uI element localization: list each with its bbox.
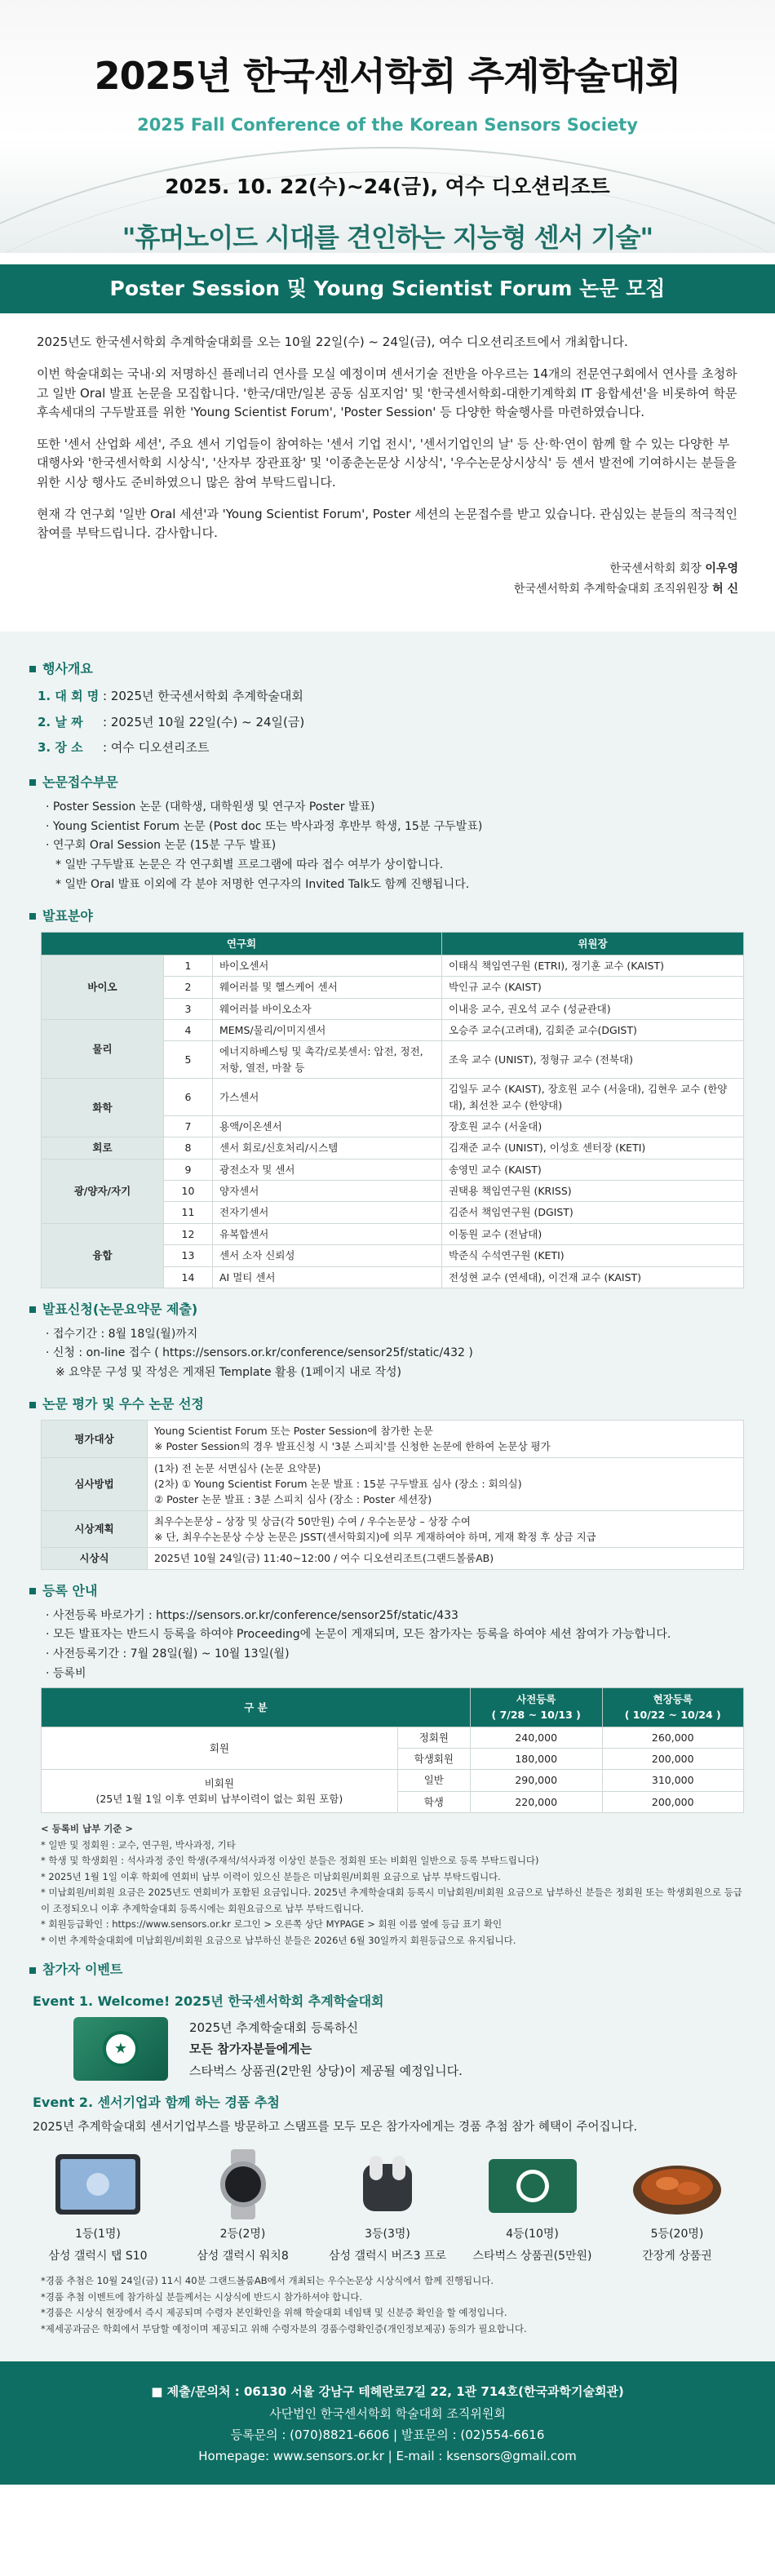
table-cell: 260,000 [602, 1727, 744, 1748]
list-item: · 등록비 [46, 1667, 86, 1681]
earbuds-icon [322, 2148, 453, 2221]
prize-name: 삼성 갤럭시 버즈3 프로 [329, 2250, 446, 2263]
table-cell: 10 [164, 1181, 213, 1202]
table-cell: 6 [164, 1079, 213, 1116]
main-content [0, 632, 775, 2362]
table-cell: 8 [164, 1137, 213, 1159]
table-cell: 김재준 교수 (UNIST), 이성호 센터장 (KETI) [441, 1137, 743, 1159]
table-cell: 에너지하베스팅 및 촉각/로봇센서: 압전, 정전, 저항, 열전, 마찰 등 [213, 1041, 442, 1079]
conference-subtitle: 2025 Fall Conference of the Korean Sensors Society [137, 115, 638, 135]
square-bullet-icon [29, 1588, 36, 1594]
apply-link[interactable]: · 신청 : on-line 접수 ( https://sensors.or.kr/conference/sensor25f/static/432 ) [46, 1346, 473, 1360]
table-cell: 13 [164, 1245, 213, 1266]
section-title-events: 참가자 이벤트 [29, 1960, 751, 1980]
list-item: · 접수기간 : 8월 18일(월)까지 [46, 1327, 198, 1341]
table-cell: 최우수논문상 – 상장 및 상금(각 50만원) 수여 / 우수논문상 – 상장 수여 ※ 단, 최우수논문상 수상 논문은 JSST(센서학회지)에 의무 게재하여야 하며, 게재 확정 후 상금 지급 [148, 1510, 744, 1548]
table-cell: 광전소자 및 센서 [213, 1159, 442, 1180]
table-cell: 웨어러블 및 헬스케어 센서 [213, 977, 442, 998]
fields-table [41, 932, 744, 1288]
table-cell: 권택용 책임연구원 (KRISS) [441, 1181, 743, 1202]
section-title-apply: 발표신청(논문요약문 제출) [29, 1300, 751, 1320]
apply-list [46, 1325, 751, 1383]
table-cell: 이동원 교수 (전남대) [441, 1223, 743, 1244]
overview-item: 1. 대 회 명 : 2025년 한국센서학회 추계학술대회 [38, 689, 303, 704]
intro-paragraph: 또한 '센서 산업화 세션', 주요 센서 기업들이 참여하는 '센서 기업 전시', '센서기업인의 날' 등 산·학·연이 함께 할 수 있는 다양한 부대행사와 '한국센서학회 시상식', '산자부 장관표창' 및 '이종춘논문상 시상식', '우수논문상시상식' 등 센서 발전에 기여하시는 분들을 위한 시상 행사도 준비하였으니 많은 참여 부탁드립니다. [37, 437, 737, 490]
list-item: · 모든 발표자는 반드시 등록을 하여야 Proceeding에 논문이 게재되며, 모든 참가자는 등록을 하여야 세션 참여가 가능합니다. [46, 1628, 671, 1642]
table-cell: 김준서 책임연구원 (DGIST) [441, 1202, 743, 1223]
note-line: * 미납회원/비회원 요금은 2025년도 연회비가 포함된 요금입니다. 2025년 추계학술대회 등록시 미납회원/비회원 요금으로 납부하신 분들은 정회원 또는 학생회원으로 등급이 조정되오니 이후 추계학술대회 등록시에는 회원요금으로 납부 부탁드립니다. [41, 1887, 742, 1914]
table-cell: 양자센서 [213, 1181, 442, 1202]
category-cell: 화학 [42, 1079, 164, 1137]
prize-rank: 4등(10명) [506, 2228, 559, 2241]
label-cell: 심사방법 [42, 1457, 148, 1510]
table-cell: 바이오센서 [213, 955, 442, 976]
table-row [42, 1727, 744, 1748]
table-cell: 조욱 교수 (UNIST), 정형규 교수 (전북대) [441, 1041, 743, 1079]
table-row [42, 1548, 744, 1569]
prize-item [178, 2148, 308, 2265]
table-cell: 1 [164, 955, 213, 976]
note-line: * 학생 및 학생회원 : 석사과정 중인 학생(주재석/석사과정 이상인 분들은 정회원 또는 비회원 일반으로 등록 부탁드립니다) [41, 1855, 539, 1867]
table-row [42, 1770, 744, 1791]
footer-org: 사단법인 한국센서학회 학술대회 조직위원회 [269, 2405, 506, 2421]
table-row [42, 1079, 744, 1116]
evaluation-table [41, 1420, 744, 1570]
list-note: * 일반 구두발표 논문은 각 연구회별 프로그램에 따라 접수 여부가 상이합니다. [55, 858, 444, 872]
table-cell: 2025년 10월 24일(금) 11:40~12:00 / 여수 디오션리조트(그랜드볼룸AB) [148, 1548, 744, 1569]
table-cell: 180,000 [470, 1748, 602, 1769]
table-row [42, 1510, 744, 1548]
call-for-papers-banner: Poster Session 및 Young Scientist Forum 논문 모집 [0, 264, 775, 313]
overview-list [38, 684, 751, 761]
table-cell: 3 [164, 998, 213, 1019]
table-cell: 310,000 [602, 1770, 744, 1791]
footer-address: ■ 제출/문의처 : 06130 서울 강남구 테헤란로7길 22, 1관 714호(한국과학기술회관) [151, 2384, 624, 2400]
list-note: * 일반 Oral 발표 이외에 각 분야 저명한 연구자의 Invited Talk도 함께 진행됩니다. [55, 877, 470, 891]
prize-name: 삼성 갤럭시 탭 S10 [48, 2250, 148, 2263]
table-cell: 12 [164, 1223, 213, 1244]
prize-rank: 2등(2명) [219, 2228, 266, 2241]
table-cell: 용액/이온센서 [213, 1115, 442, 1137]
table-cell: 유복합센서 [213, 1223, 442, 1244]
table-row [42, 1020, 744, 1041]
event1-title: Event 1. Welcome! 2025년 한국센서학회 추계학술대회 [33, 1993, 384, 2010]
table-row [42, 1159, 744, 1180]
table-cell: 박준식 수석연구원 (KETI) [441, 1245, 743, 1266]
list-item: · Young Scientist Forum 논문 (Post doc 또는 박사과정 후반부 학생, 15분 구두발표) [46, 819, 483, 833]
table-cell: 김일두 교수 (KAIST), 장호원 교수 (서울대), 김현우 교수 (한양대), 최선찬 교수 (한양대) [441, 1079, 743, 1116]
table-cell: 200,000 [602, 1748, 744, 1769]
registration-link[interactable]: · 사전등록 바로가기 : https://sensors.or.kr/conference/sensor25f/static/433 [46, 1608, 458, 1622]
category-cell: 물리 [42, 1020, 164, 1079]
category-cell: 광/양자/자기 [42, 1159, 164, 1223]
crab-dish-icon [612, 2148, 742, 2221]
table-cell: 회원 [42, 1727, 398, 1770]
footer [0, 2361, 775, 2485]
starbucks-card-icon: ★ [73, 2017, 168, 2081]
table-cell: 센서 소자 신뢰성 [213, 1245, 442, 1266]
table-cell: 2 [164, 977, 213, 998]
table-cell: (1차) 전 논문 서면심사 (논문 요약문) (2차) ① Young Scientist Forum 논문 발표 : 15분 구두발표 심사 (장소 : 회의실) ② Poster 논문 발표 : 3분 스피치 심사 (장소 : Poster 세션장) [148, 1457, 744, 1510]
conference-title: 2025년 한국센서학회 추계학술대회 [94, 54, 681, 98]
table-header: 구 분 [42, 1687, 471, 1727]
intro-paragraph: 이번 학술대회는 국내·외 저명하신 플레너리 연사를 모실 예정이며 센서기술 전반을 아우르는 14개의 전문연구회에서 연사를 초청하고 일반 Oral 발표 논문을 모집합니다. '한국/대만/일본 공동 심포지엄' 및 '한국센서학회-대한기계학회 IT 융합세션'을 비롯하여 학문 후속세대의 구두발표를 위한 'Young Scientist Forum', 'Poster Session' 등 다양한 학술행사를 마련하였습니다. [37, 366, 737, 419]
prize-item [322, 2148, 453, 2265]
category-cell: 회로 [42, 1137, 164, 1159]
conference-theme: "휴머노이드 시대를 견인하는 지능형 센서 기술" [122, 221, 653, 253]
table-cell: Young Scientist Forum 또는 Poster Session에 참가한 논문 ※ Poster Session의 경우 발표신청 시 '3분 스피치'를 신청한 논문에 한하여 논문상 평가 [148, 1420, 744, 1457]
table-cell: 5 [164, 1041, 213, 1079]
table-cell: 200,000 [602, 1791, 744, 1812]
table-cell: 센서 회로/신호처리/시스템 [213, 1137, 442, 1159]
signature-title: 한국센서학회 회장 [609, 562, 702, 576]
label-cell: 평가대상 [42, 1420, 148, 1457]
intro-text [0, 313, 775, 543]
table-cell: 송영민 교수 (KAIST) [441, 1159, 743, 1180]
square-bullet-icon [29, 666, 36, 672]
note-line: * 2025년 1월 1일 이후 학회에 연회비 납부 이력이 있으신 분들은 미납회원/비회원 요금으로 납부 부탁드립니다. [41, 1870, 501, 1882]
table-cell: 전자기센서 [213, 1202, 442, 1223]
label-cell: 시상식 [42, 1548, 148, 1569]
square-bullet-icon [29, 1402, 36, 1408]
prize-rank: 5등(20명) [650, 2228, 704, 2241]
square-bullet-icon [29, 1967, 36, 1974]
footer-phone: 등록문의 : (070)8821-6606 | 발표문의 : (02)554-6616 [230, 2427, 545, 2442]
prize-item [612, 2148, 742, 2265]
list-item: · 사전등록기간 : 7월 28일(월) ~ 10월 13일(월) [46, 1647, 290, 1661]
table-cell: 7 [164, 1115, 213, 1137]
table-cell: 오승주 교수(고려대), 김회준 교수(DGIST) [441, 1020, 743, 1041]
table-header: 현장등록 ( 10/22 ~ 10/24 ) [602, 1687, 744, 1727]
watch-icon [178, 2148, 308, 2221]
event1-line: 모든 참가자분들에게는 [189, 2042, 312, 2057]
table-cell: 비회원 (25년 1월 1일 이후 연회비 납부이력이 없는 회원 포함) [42, 1770, 398, 1813]
table-cell: 9 [164, 1159, 213, 1180]
table-cell: 장호원 교수 (서울대) [441, 1115, 743, 1137]
section-title-evaluation: 논문 평가 및 우수 논문 선정 [29, 1394, 751, 1415]
table-cell: 11 [164, 1202, 213, 1223]
table-cell: 웨어러블 바이오소자 [213, 998, 442, 1019]
table-cell: 가스센서 [213, 1079, 442, 1116]
square-bullet-icon [29, 1306, 36, 1313]
list-item: · Poster Session 논문 (대학생, 대학원생 및 연구자 Poster 발표) [46, 800, 375, 814]
note-line: *제세공과금은 학회에서 부담할 예정이며 제공되고 위해 수령자분의 경품수령확인증(개인정보제공) 동의가 필요합니다. [41, 2322, 527, 2334]
event1-body [73, 2017, 751, 2082]
section-title-registration: 등록 안내 [29, 1581, 751, 1602]
signature-name: 이우영 [705, 562, 738, 576]
table-cell: 박인규 교수 (KAIST) [441, 977, 743, 998]
prize-name: 삼성 갤럭시 워치8 [197, 2250, 289, 2263]
table-header: 연구회 [42, 932, 442, 955]
event2-title: Event 2. 센서기업과 함께 하는 경품 추첨 [33, 2094, 280, 2110]
note-line: * 이번 추계학술대회에 미납회원/비회원 요금으로 납부하신 분들은 2026년 6월 30일까지 회원등급으로 유지됩니다. [41, 1934, 516, 1946]
prize-notes [41, 2273, 742, 2337]
note-line: *경품 추첨은 10월 24일(금) 11시 40분 그랜드볼룸AB에서 개최되는 우수논문상 시상식에서 함께 진행됩니다. [41, 2275, 494, 2287]
intro-paragraph: 2025년도 한국센서학회 추계학술대회를 오는 10월 22일(수) ~ 24일(금), 여수 디오션리조트에서 개최합니다. [37, 335, 628, 349]
table-row [42, 1420, 744, 1457]
note-line: * 일반 및 정회원 : 교수, 연구원, 박사과정, 기타 [41, 1838, 236, 1851]
table-row [42, 1223, 744, 1244]
prize-item [33, 2148, 163, 2265]
prize-name: 스타벅스 상품권(5만원) [472, 2250, 592, 2263]
table-header: 위원장 [441, 932, 743, 955]
prize-name: 간장게 상품권 [642, 2250, 712, 2263]
gift-card-icon [467, 2148, 598, 2221]
signature-title: 한국센서학회 추계학술대회 조직위원장 [513, 583, 709, 596]
table-cell: 정회원 [397, 1727, 470, 1748]
table-row [42, 955, 744, 976]
overview-item: 3. 장 소 : 여수 디오션리조트 [38, 740, 210, 756]
notes-title: < 등록비 납부 기준 > [41, 1823, 134, 1835]
overview-item: 2. 날 짜 : 2025년 10월 22일(수) ~ 24일(금) [38, 714, 305, 729]
note-line: *경품은 시상식 현장에서 즉시 제공되며 수령자 본인확인을 위해 학술대회 네임택 및 신분증 확인을 할 예정입니다. [41, 2307, 507, 2319]
category-cell: 융합 [42, 1223, 164, 1288]
fee-notes [41, 1821, 742, 1949]
registration-list [46, 1607, 751, 1684]
list-note: ※ 요약문 구성 및 작성은 게재된 Template 활용 (1페이지 내로 작성) [55, 1366, 401, 1380]
section-title-sections: 논문접수부문 [29, 773, 751, 793]
table-cell: AI 멀티 센서 [213, 1266, 442, 1288]
table-cell: 240,000 [470, 1727, 602, 1748]
prize-list [33, 2148, 742, 2265]
footer-contact[interactable]: Homepage: www.sensors.or.kr | E-mail : ksensors@gmail.com [198, 2449, 577, 2464]
square-bullet-icon [29, 779, 36, 786]
table-cell: 290,000 [470, 1770, 602, 1791]
table-cell: 4 [164, 1020, 213, 1041]
table-cell: 220,000 [470, 1791, 602, 1812]
conference-date: 2025. 10. 22(수)~24(금), 여수 디오션리조트 [165, 174, 610, 198]
table-cell: 학생회원 [397, 1748, 470, 1769]
list-item: · 연구회 Oral Session 논문 (15분 구두 발표) [46, 839, 277, 853]
signature-name: 허 신 [712, 583, 738, 596]
table-cell: 이내응 교수, 권오석 교수 (성균관대) [441, 998, 743, 1019]
event1-line: 2025년 추계학술대회 등록하신 [189, 2020, 359, 2036]
table-header: 사전등록 ( 7/28 ~ 10/13 ) [470, 1687, 602, 1727]
note-line: *경품 추첨 이벤트에 참가하실 분들께서는 시상식에 반드시 참가하셔야 합니다. [41, 2290, 363, 2303]
prize-item [467, 2148, 598, 2265]
prize-rank: 1등(1명) [75, 2228, 121, 2241]
category-cell: 바이오 [42, 955, 164, 1019]
table-cell: 이태식 책임연구원 (ETRI), 정기훈 교수 (KAIST) [441, 955, 743, 976]
prize-rank: 3등(3명) [365, 2228, 410, 2241]
label-cell: 시상계획 [42, 1510, 148, 1548]
table-cell: 전성현 교수 (연세대), 이건재 교수 (KAIST) [441, 1266, 743, 1288]
intro-paragraph: 현재 각 연구회 '일반 Oral 세션'과 'Young Scientist Forum', Poster 세션의 논문접수를 받고 있습니다. 관심있는 분들의 적극적인 참여를 부탁드립니다. 감사합니다. [37, 506, 737, 540]
event2-description: 2025년 추계학술대회 센서기업부스를 방문하고 스탬프를 모두 모은 참가자에게는 경품 추첨 참가 혜택이 주어집니다. [33, 2120, 638, 2134]
section-title-fields: 발표분야 [29, 907, 751, 927]
section-title-overview: 행사개요 [29, 659, 751, 680]
table-cell: MEMS/물리/이미지센서 [213, 1020, 442, 1041]
header [0, 0, 775, 253]
note-line: * 회원등급확인 : https://www.sensors.or.kr 로그인 > 오른쪽 상단 MYPAGE > 회원 이름 옆에 등급 표기 확인 [41, 1918, 503, 1931]
signature [0, 556, 775, 600]
event1-line: 스타벅스 상품권(2만원 상당)이 제공될 예정입니다. [189, 2063, 463, 2078]
table-cell: 학생 [397, 1791, 470, 1812]
table-cell: 일반 [397, 1770, 470, 1791]
table-cell: 14 [164, 1266, 213, 1288]
tablet-icon [33, 2148, 163, 2221]
sections-list [46, 798, 751, 895]
table-row [42, 1137, 744, 1159]
table-row [42, 1457, 744, 1510]
fee-table [41, 1687, 744, 1813]
square-bullet-icon [29, 913, 36, 920]
